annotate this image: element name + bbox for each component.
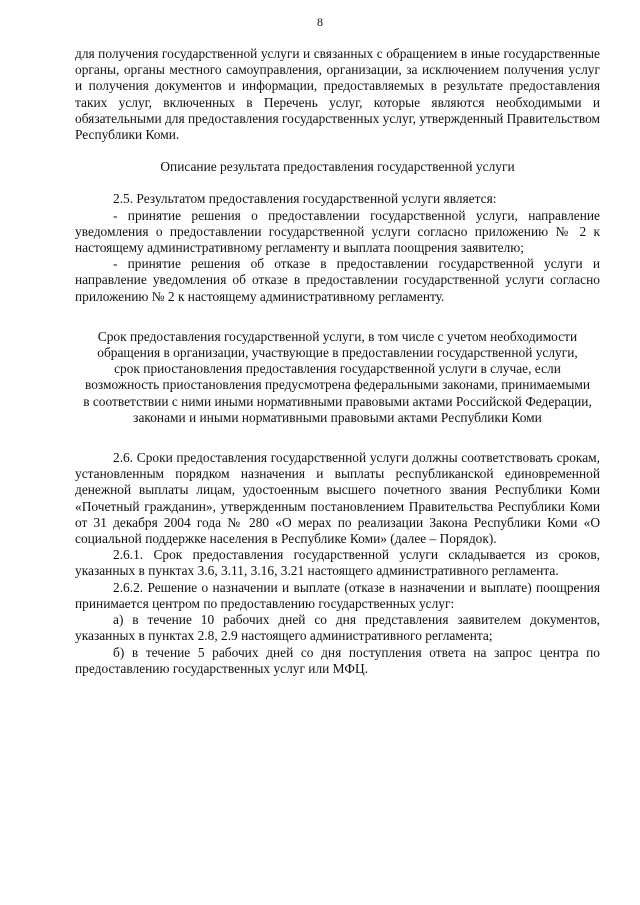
intro-paragraph: для получения государственной услуги и связанных с обращением в иные государственные органы, органы местного самоуправления, организации, за исключением получения услуг и получения документов и информации, предоставляемых в результате предоставления таких услуг, включенных в Перечень услуг, которые являются необходимыми и обязательными для предоставления государственных услуг, утвержденный Правительством Республики Коми.	[75, 46, 600, 143]
paragraph-2-6-2-item-b: б) в течение 5 рабочих дней со дня поступления ответа на запрос центра по предоставлению государственных услуг или МФЦ.	[75, 644, 600, 676]
section-heading-term: Срок предоставления государственной услуги, в том числе с учетом необходимости обращения в организации, участвующие в предоставлении государственной услуги, срок приостановления предоставления государственной услуги в случае, если возможность приостановления предусмотрена федеральными законами, принимаемыми в соответствии с ними иными нормативными правовыми актами Российской Федерации, законами и иными нормативными правовыми актами Республики Коми	[83, 328, 592, 425]
paragraph-2-6-2: 2.6.2. Решение о назначении и выплате (отказе в назначении и выплате) поощрения принимается центром по предоставлению государственных услуг:	[75, 579, 600, 611]
paragraph-2-6-1: 2.6.1. Срок предоставления государственной услуги складывается из сроков, указанных в пунктах 3.6, 3.11, 3.16, 3.21 настоящего административного регламента.	[75, 547, 600, 579]
page-number: 8	[317, 15, 323, 29]
document-body	[75, 46, 600, 677]
section-heading-result: Описание результата предоставления государственной услуги	[160, 159, 515, 175]
paragraph-2-6: 2.6. Сроки предоставления государственной услуги должны соответствовать срокам, установленным порядком назначения и выплаты республиканской единовременной денежной выплаты лицам, удостоенным высшего почетного звания Республики Коми «Почетный гражданин», утвержденным постановлением Правительства Республики Коми от 31 декабря 2004 года № 280 «О мерах по реализации Закона Республики Коми «О социальной поддержке населения в Республике Коми» (далее – Порядок).	[75, 450, 600, 547]
paragraph-2-6-2-item-a: а) в течение 10 рабочих дней со дня представления заявителем документов, указанных в пунктах 2.8, 2.9 настоящего административного регламента;	[75, 612, 600, 644]
paragraph-2-5: 2.5. Результатом предоставления государственной услуги является:	[113, 191, 497, 207]
paragraph-2-5-item-a: - принятие решения о предоставлении государственной услуги, направление уведомления о предоставлении государственной услуги согласно приложению № 2 к настоящему административному регламенту и выплата поощрения заявителю;	[75, 207, 600, 256]
paragraph-2-5-item-b: - принятие решения об отказе в предоставлении государственной услуги и направление уведомления об отказе в предоставлении государственной услуги согласно приложению № 2 к настоящему административному регламенту.	[75, 256, 600, 304]
